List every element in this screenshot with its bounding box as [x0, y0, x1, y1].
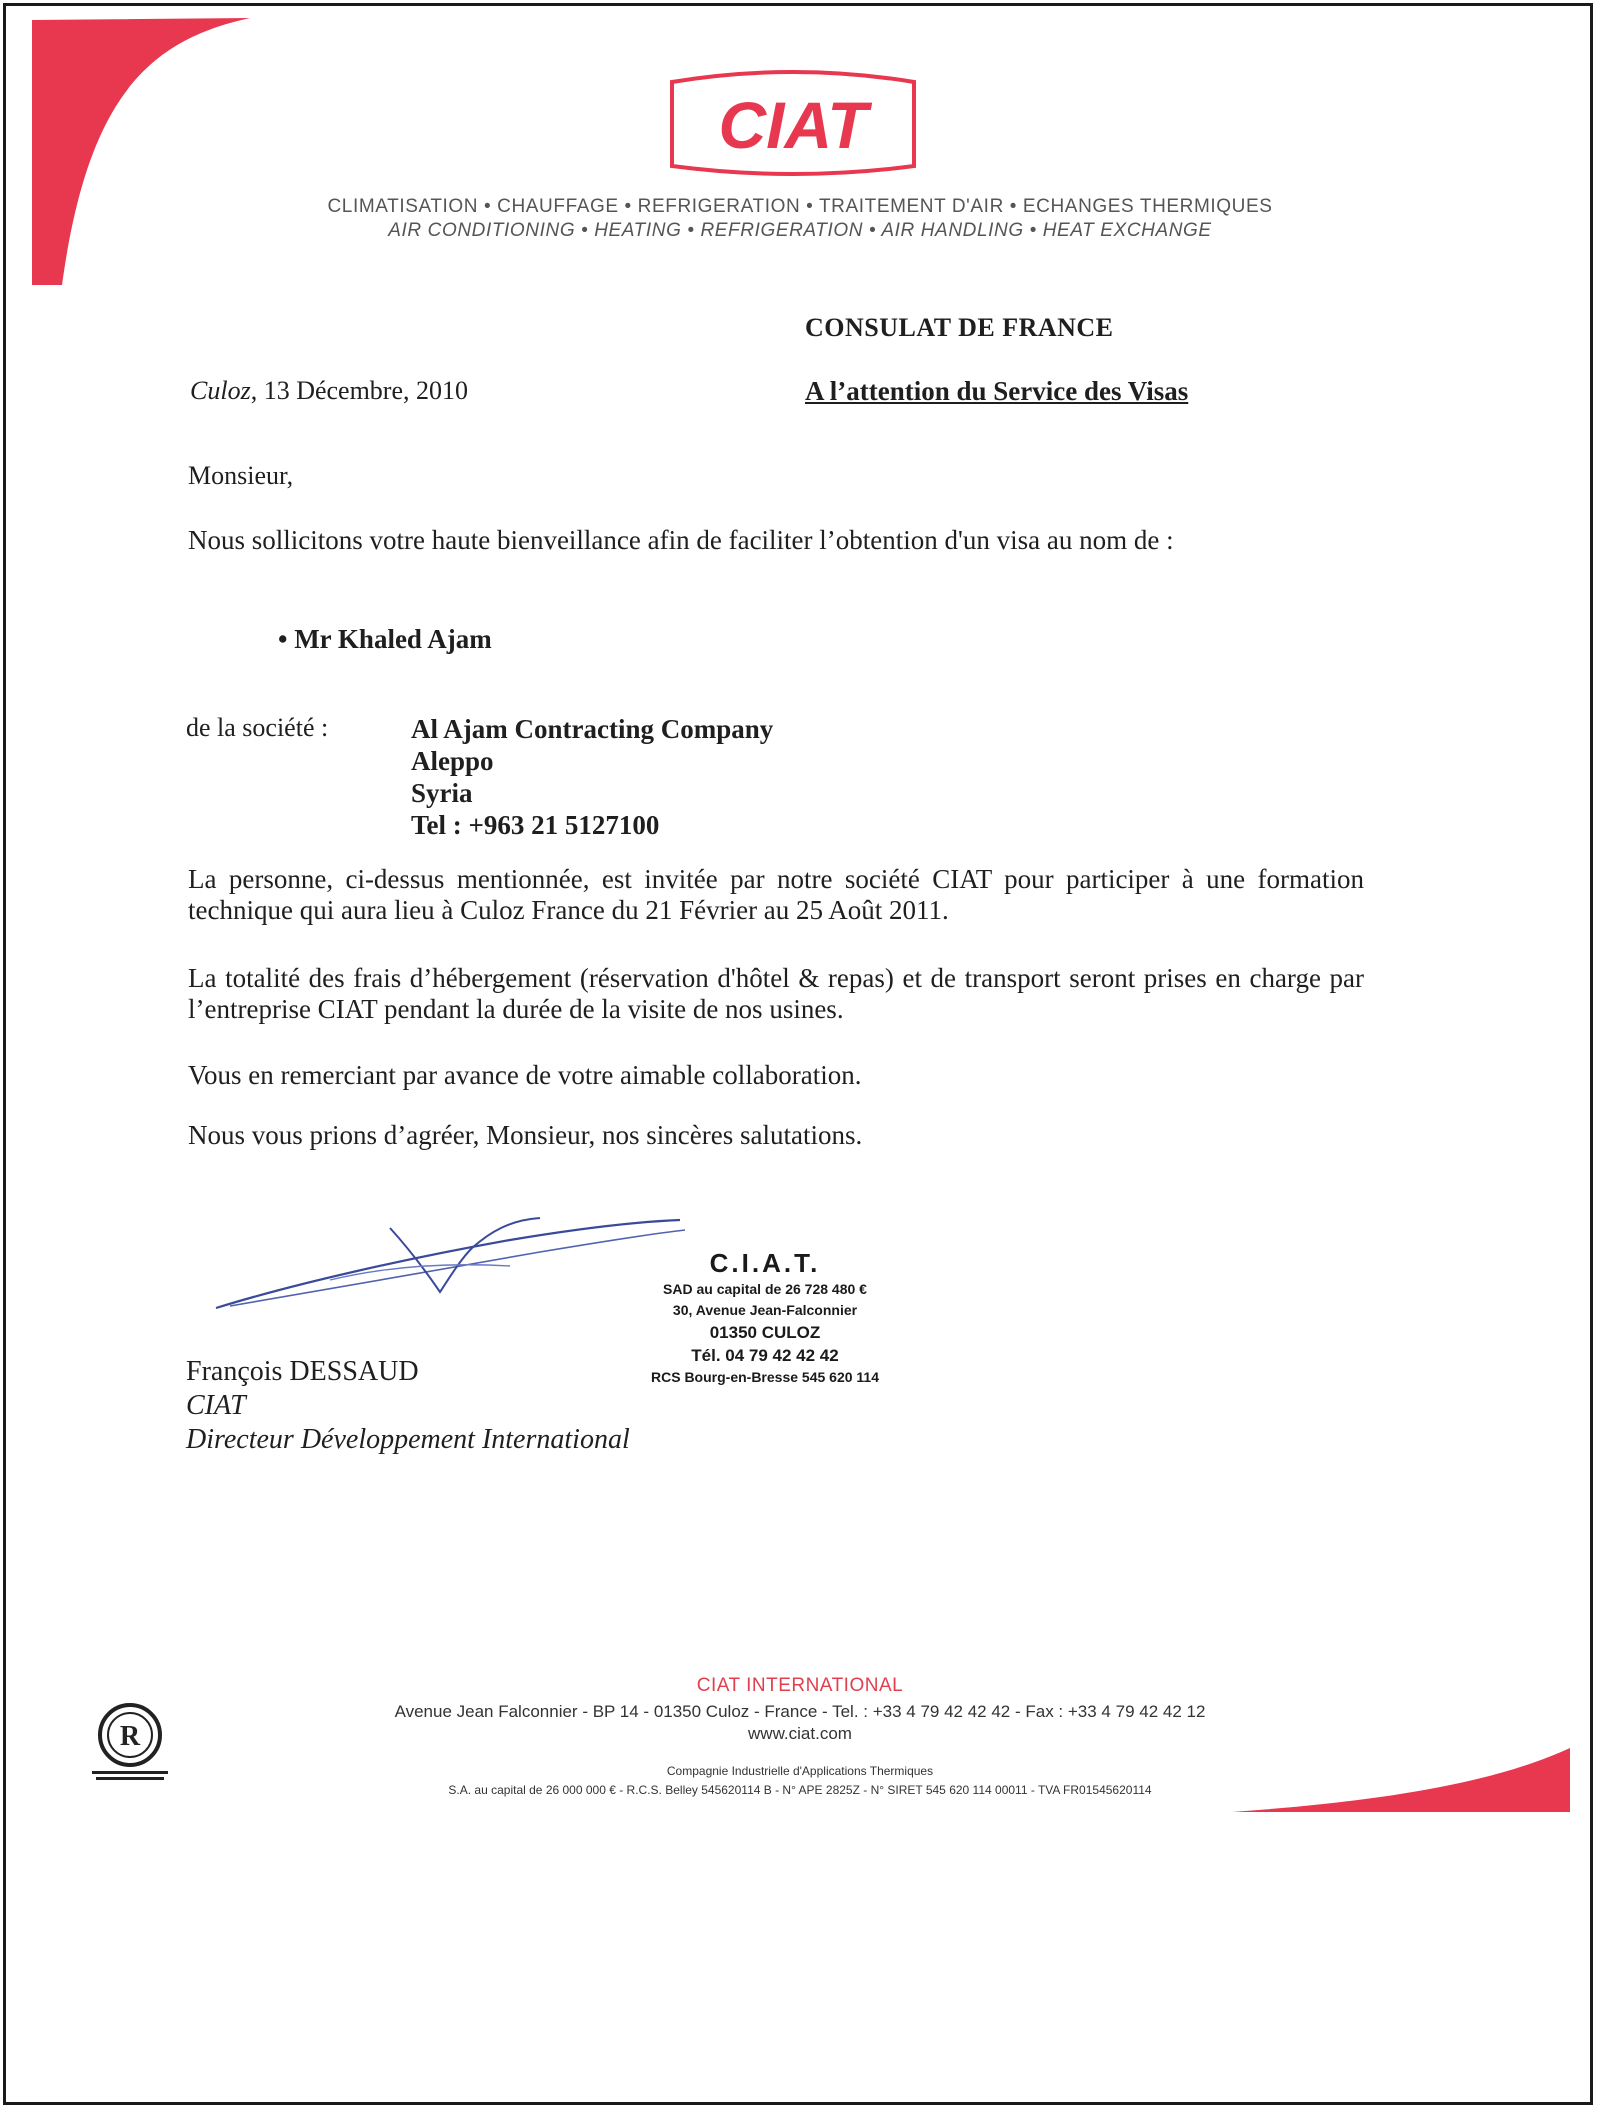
- letter-date: [190, 376, 468, 406]
- company-name: Al Ajam Contracting Company: [411, 714, 774, 744]
- company-country: Syria: [411, 778, 473, 808]
- company-phone: Tel : +963 21 5127100: [411, 810, 660, 840]
- bottom-right-swoosh: [1232, 1748, 1570, 1812]
- footer-address: Avenue Jean Falconnier - BP 14 - 01350 Culoz - France - Tel. : +33 4 79 42 42 42 - Fax : +33 4 79 42 42 12: [394, 1702, 1206, 1721]
- stamp-phone: Tél. 04 79 42 42 42: [691, 1346, 839, 1365]
- invitee-name: • Mr Khaled Ajam: [278, 624, 492, 654]
- paragraph-closing: Nous vous prions d’agréer, Monsieur, nos sincères salutations.: [188, 1120, 863, 1150]
- handwritten-signature: [210, 1210, 690, 1320]
- company-label: de la société :: [186, 713, 329, 742]
- stamp-capital: SAD au capital de 26 728 480 €: [663, 1281, 867, 1297]
- top-left-swoosh: [32, 18, 250, 285]
- company-city: Aleppo: [411, 746, 494, 776]
- stamp-address: 30, Avenue Jean-Falconnier: [672, 1302, 858, 1318]
- footer-website: www.ciat.com: [748, 1724, 852, 1743]
- stamp-city: 01350 CULOZ: [709, 1323, 821, 1342]
- signer-block: [186, 1355, 630, 1457]
- paragraph-request: Nous sollicitons votre haute bienveillance afin de faciliter l’obtention d'un visa au nom de :: [188, 525, 1174, 555]
- ciat-logo: [662, 70, 924, 178]
- footer-legal-info: S.A. au capital de 26 000 000 € - R.C.S. Belley 545620114 B - N° APE 2825Z - N° SIRET 545 620 114 00011 - TVA FR01545620114: [448, 1783, 1152, 1797]
- paragraph-invitation: La personne, ci-dessus mentionnée, est invitée par notre société CIAT pour participer à une formation technique qui aura lieu à Culoz France du 21 Février au 25 Août 2011.: [188, 864, 1364, 925]
- company-stamp: [640, 1248, 890, 1388]
- signer-name: François DESSAUD: [186, 1356, 419, 1387]
- date-place: Culoz: [190, 376, 251, 405]
- tagline-english: AIR CONDITIONING • HEATING • REFRIGERATION • AIR HANDLING • HEAT EXCHANGE: [388, 220, 1212, 241]
- date-text: , 13 Décembre, 2010: [250, 376, 469, 405]
- stamp-name: C.I.A.T.: [709, 1248, 821, 1278]
- salutation: Monsieur,: [188, 461, 294, 490]
- signer-title: Directeur Développement International: [186, 1424, 630, 1455]
- footer-legal-name: Compagnie Industrielle d'Applications Thermiques: [666, 1764, 934, 1778]
- recipient-heading: CONSULAT DE FRANCE: [805, 313, 1114, 342]
- svg-text:R: R: [119, 1721, 141, 1752]
- signer-company: CIAT: [186, 1390, 246, 1421]
- tagline-french: CLIMATISATION • CHAUFFAGE • REFRIGERATION • TRAITEMENT D'AIR • ECHANGES THERMIQUES: [327, 196, 1273, 217]
- attention-line: A l’attention du Service des Visas: [805, 376, 1189, 406]
- svg-text:CIAT: CIAT: [718, 88, 868, 162]
- footer-company: CIAT INTERNATIONAL: [696, 1675, 904, 1696]
- paragraph-expenses: La totalité des frais d’hébergement (réservation d'hôtel & repas) et de transport seront prises en charge par l’entreprise CIAT pendant la durée de la visite de nos usines.: [188, 963, 1364, 1024]
- company-details: [411, 713, 773, 841]
- paragraph-thanks: Vous en remerciant par avance de votre aimable collaboration.: [188, 1060, 862, 1090]
- stamp-rcs: RCS Bourg-en-Bresse 545 620 114: [651, 1369, 879, 1385]
